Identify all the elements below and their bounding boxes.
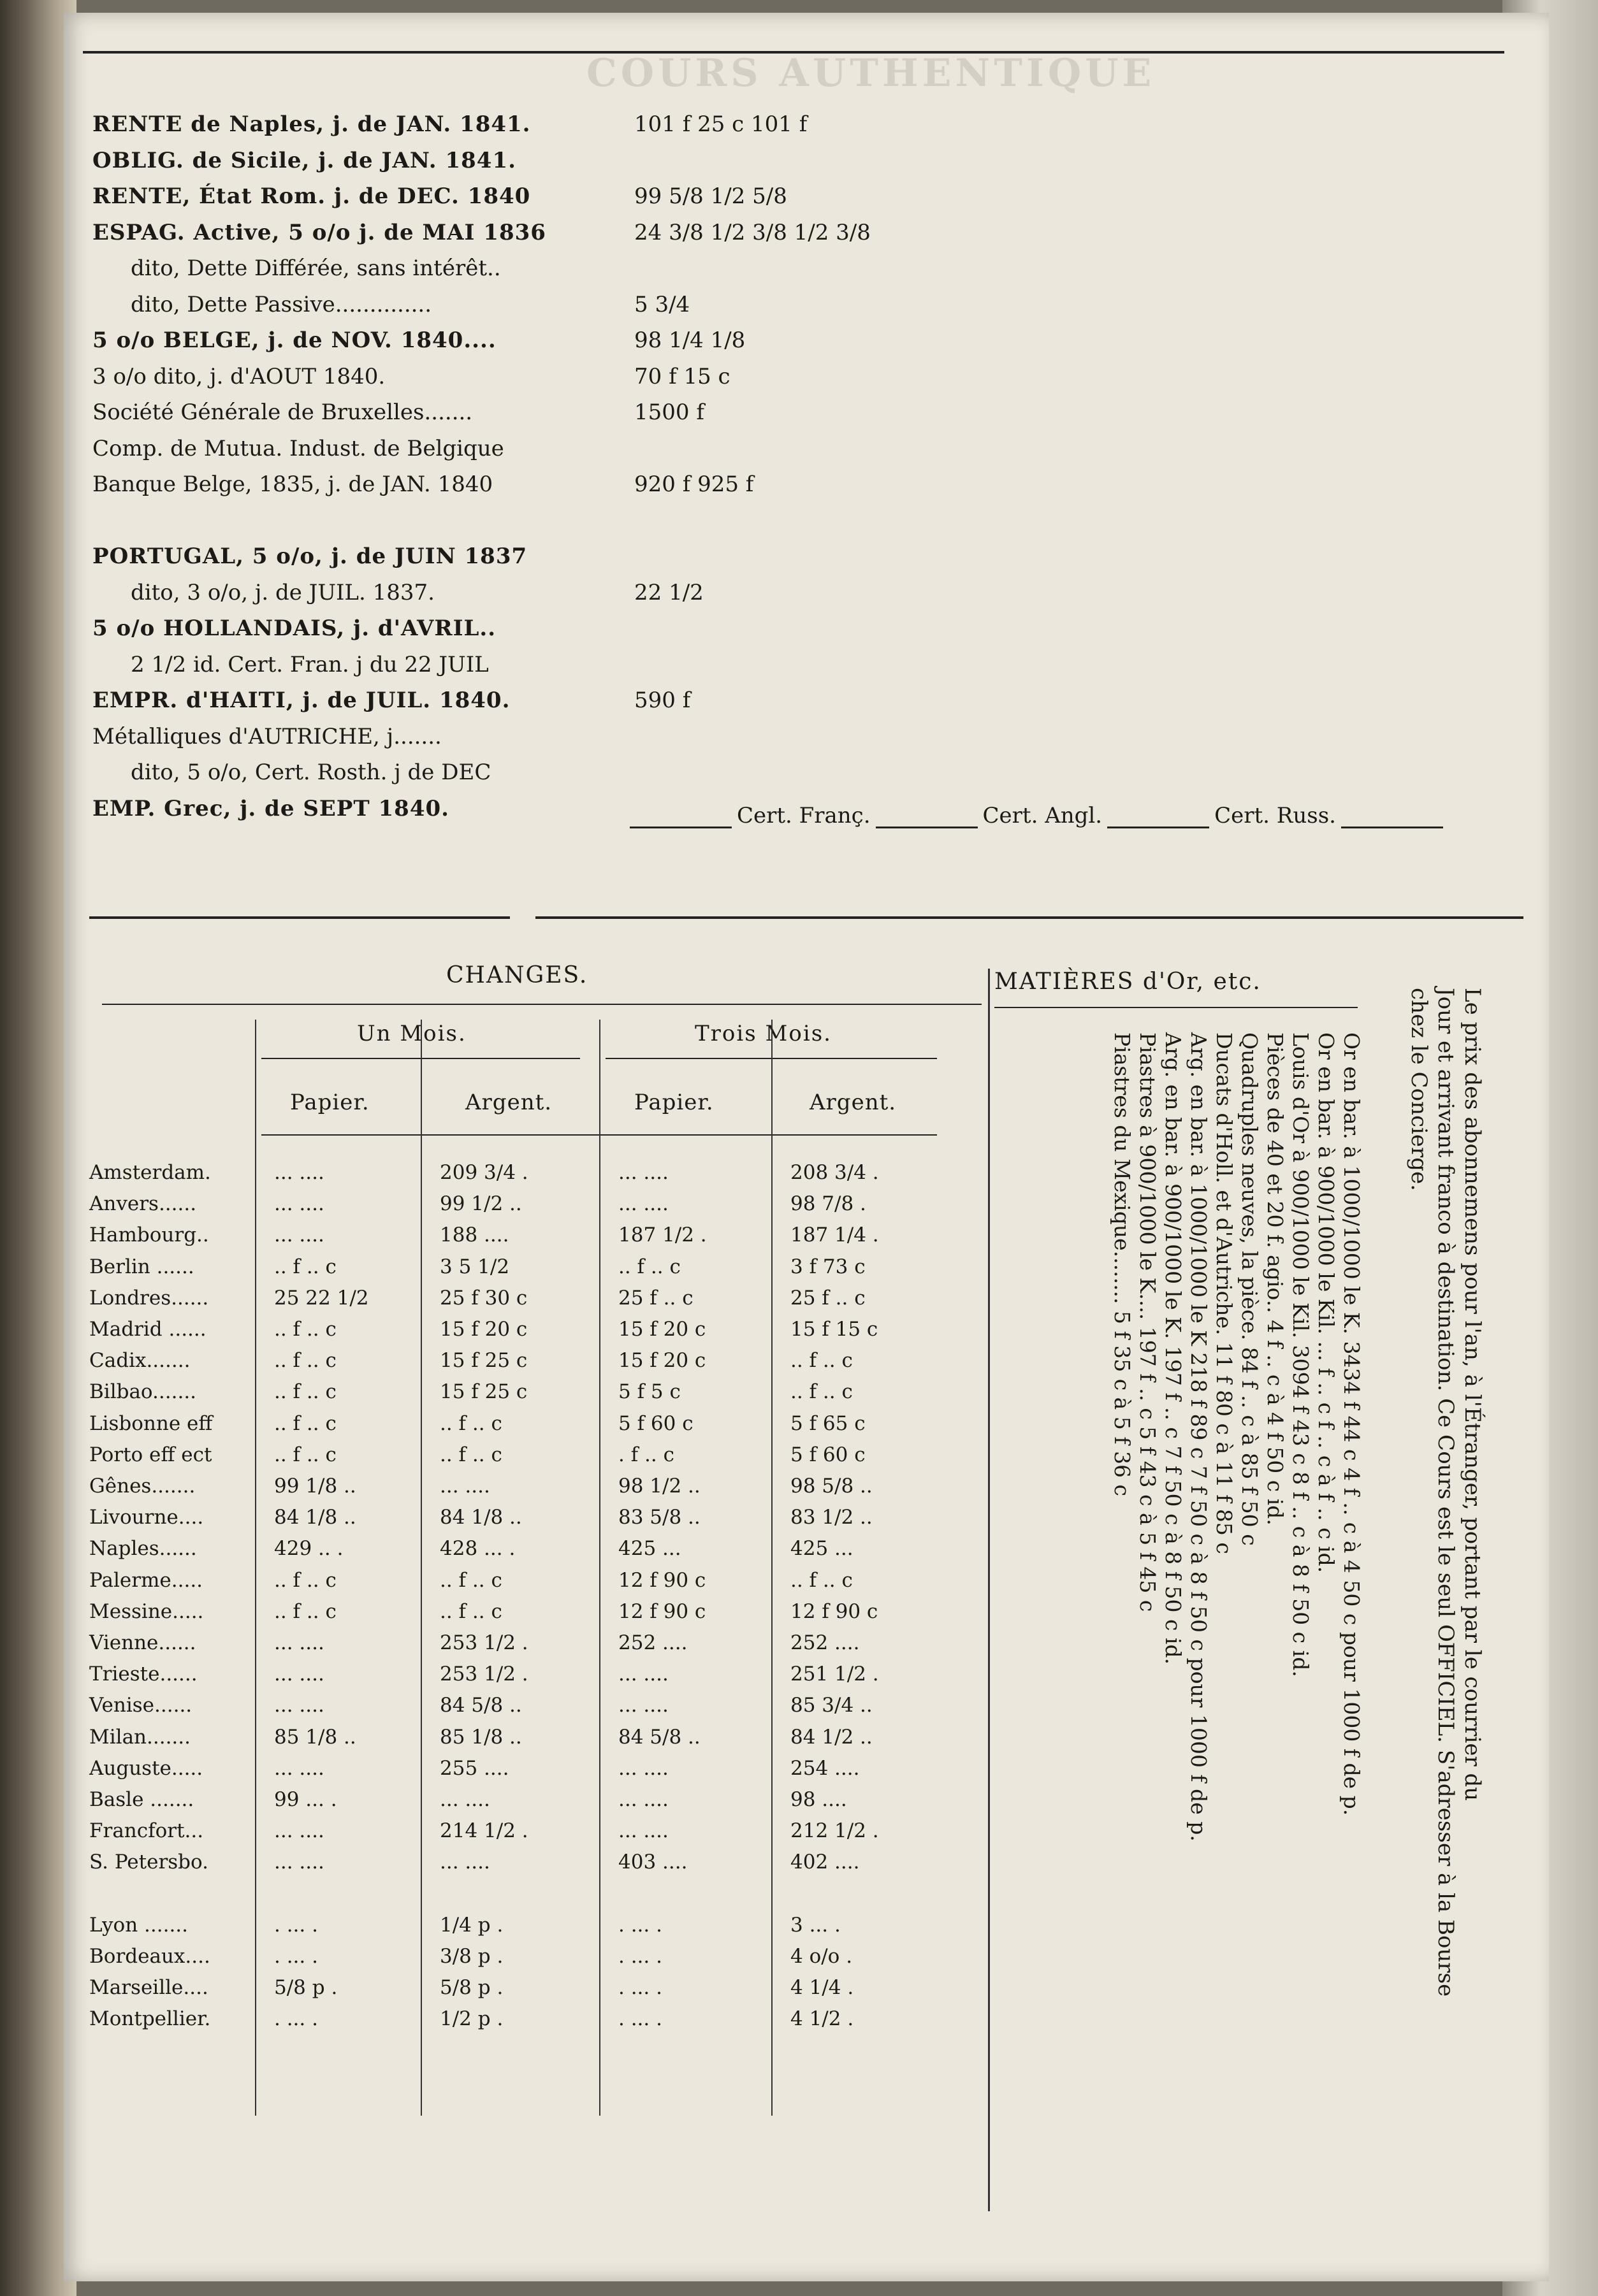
papier-trois-mois: 187 1/2 .: [618, 1224, 707, 1247]
argent-trois-mois: 402 ....: [790, 1851, 860, 1874]
papier-trois-mois: 25 f .. c: [618, 1286, 694, 1310]
city-name: Bordeaux....: [89, 1945, 210, 1968]
papier-un-mois: ... ....: [274, 1161, 324, 1184]
argent-trois-mois: 5 f 65 c: [790, 1412, 866, 1435]
security-value: 1500 f: [634, 400, 704, 425]
argent-un-mois: 188 ....: [440, 1224, 509, 1247]
argent-trois-mois: 4 1/4 .: [790, 1976, 854, 2000]
cert-blank: [1341, 810, 1443, 828]
matieres-line: Quadruples neuves, la pièce. 84 f .. c à 85 f 50 c: [1237, 1032, 1262, 1546]
security-row: [92, 760, 1367, 788]
city-name: Milan.......: [89, 1725, 191, 1749]
argent-trois-mois: 25 f .. c: [790, 1286, 866, 1310]
argent-un-mois: .. f .. c: [440, 1412, 502, 1435]
papier-un-mois: 429 .. .: [274, 1537, 344, 1561]
city-name: Trieste......: [89, 1663, 198, 1686]
argent-un-mois: .. f .. c: [440, 1568, 502, 1592]
exchange-row: [89, 1379, 969, 1407]
city-name: Auguste.....: [89, 1756, 203, 1780]
city-name: Bilbao.......: [89, 1380, 197, 1404]
city-name: Lisbonne eff: [89, 1412, 213, 1435]
papier-un-mois: 85 1/8 ..: [274, 1725, 356, 1749]
matieres-line: Louis d'Or à 900/1000 le Kil. 3094 f 43 c 8 f .. c à 8 f 50 c id.: [1288, 1032, 1313, 1677]
papier-trois-mois: . ... .: [618, 1976, 662, 2000]
papier-un-mois: ... ....: [274, 1224, 324, 1247]
argent-un-mois: 3 5 1/2: [440, 1255, 510, 1278]
city-name: Marseille....: [89, 1976, 208, 2000]
security-name: PORTUGAL, 5 o/o, j. de JUIN 1837: [92, 544, 528, 569]
cert-angl: Cert. Angl.: [982, 803, 1103, 828]
security-row: [92, 724, 1367, 752]
matieres-line: Or en bar. à 1000/1000 le K. 3434 f 44 c 4 f .. c à 4 50 c pour 1000 f de p.: [1339, 1032, 1364, 1816]
papier-un-mois: ... ....: [274, 1631, 324, 1654]
section-rule-left: [89, 916, 510, 919]
security-name: 5 o/o BELGE, j. de NOV. 1840....: [92, 328, 497, 353]
notice-line: Le prix des abonnemens pour l'an, à l'Étranger, portant par le courrier du: [1460, 988, 1485, 1801]
security-value: 920 f 925 f: [634, 472, 754, 497]
argent-trois-mois: 187 1/4 .: [790, 1224, 879, 1247]
city-name: Montpellier.: [89, 2007, 211, 2031]
argent-un-mois: 1/2 p .: [440, 2007, 504, 2031]
exchange-row: [89, 1881, 969, 1909]
argent-un-mois: 3/8 p .: [440, 1945, 504, 1968]
argent-trois-mois: 4 o/o .: [790, 1945, 853, 1968]
changes-head-rule: [102, 1004, 982, 1005]
papier-un-mois: . ... .: [274, 1945, 318, 1968]
argent-trois-mois: 251 1/2 .: [790, 1663, 879, 1686]
argent-un-mois: 85 1/8 ..: [440, 1725, 522, 1749]
matieres-line: Or en bar. à 900/1000 le Kil. ... f .. c f .. c à f .. c id.: [1314, 1032, 1339, 1573]
papier-un-mois: 99 1/8 ..: [274, 1475, 356, 1498]
city-name: Anvers......: [89, 1192, 197, 1216]
cert-blank: [876, 810, 978, 828]
notice-line: chez le Concierge.: [1406, 988, 1432, 1191]
papier-un-mois: ... ....: [274, 1663, 324, 1686]
header-papier-3: Papier.: [634, 1090, 714, 1115]
papier-trois-mois: 15 f 20 c: [618, 1318, 706, 1341]
security-name: Métalliques d'AUTRICHE, j.......: [92, 723, 442, 749]
exchange-row: [89, 1505, 969, 1533]
exchange-row: [89, 1411, 969, 1439]
papier-un-mois: . ... .: [274, 2007, 318, 2031]
matieres-line: Piastres du Mexique........ 5 f 35 c à 5 f 36 c: [1110, 1032, 1135, 1496]
argent-trois-mois: 252 ....: [790, 1631, 860, 1654]
exchange-row: [89, 1285, 969, 1313]
papier-un-mois: 5/8 p .: [274, 1976, 338, 2000]
security-name: dito, Dette Différée, sans intérêt..: [131, 256, 501, 281]
city-name: Venise......: [89, 1694, 192, 1717]
argent-trois-mois: 98 ....: [790, 1788, 847, 1811]
city-name: Amsterdam.: [89, 1161, 211, 1184]
papier-trois-mois: . ... .: [618, 2007, 662, 2031]
argent-trois-mois: 15 f 15 c: [790, 1318, 878, 1341]
security-name: Société Générale de Bruxelles.......: [92, 400, 473, 425]
security-row: [92, 688, 1367, 716]
papier-trois-mois: 252 ....: [618, 1631, 688, 1654]
security-row: [92, 292, 1367, 320]
security-row: [92, 652, 1367, 680]
argent-un-mois: 428 ... .: [440, 1537, 516, 1561]
exchange-row: [89, 1630, 969, 1658]
security-name: dito, Dette Passive..............: [131, 291, 432, 317]
papier-trois-mois: ... ....: [618, 1192, 669, 1216]
exchange-row: [89, 1818, 969, 1846]
security-value: 22 1/2: [634, 579, 704, 605]
exchange-row: [89, 1599, 969, 1627]
exchange-row: [89, 1944, 969, 1972]
argent-un-mois: .. f .. c: [440, 1443, 502, 1466]
argent-un-mois: 253 1/2 .: [440, 1631, 528, 1654]
exchange-row: [89, 1473, 969, 1501]
papier-trois-mois: 15 f 20 c: [618, 1349, 706, 1373]
security-row: [92, 616, 1367, 644]
header-un-mois: Un Mois.: [357, 1021, 467, 1046]
papier-trois-mois: . f .. c: [618, 1443, 674, 1466]
security-row: [92, 508, 1367, 536]
matieres-line: Arg. en bar. à 1000/1000 le K 218 f 89 c 7 f 50 c à 8 f 50 c pour 1000 f de p.: [1186, 1032, 1211, 1842]
papier-trois-mois: . ... .: [618, 1913, 662, 1937]
argent-trois-mois: 3 ... .: [790, 1913, 841, 1937]
city-name: Porto eff ect: [89, 1443, 212, 1466]
security-name: ESPAG. Active, 5 o/o j. de MAI 1836: [92, 219, 546, 245]
papier-trois-mois: ... ....: [618, 1663, 669, 1686]
exchange-row: [89, 1348, 969, 1376]
security-row: [92, 436, 1367, 464]
argent-un-mois: 15 f 20 c: [440, 1318, 528, 1341]
exchange-row: [89, 1317, 969, 1345]
city-name: Basle .......: [89, 1788, 194, 1811]
security-value: 590 f: [634, 688, 691, 713]
security-name: Banque Belge, 1835, j. de JAN. 1840: [92, 472, 493, 497]
matieres-rule: [994, 1007, 1358, 1008]
papier-un-mois: ... ....: [274, 1192, 324, 1216]
papier-un-mois: 84 1/8 ..: [274, 1506, 356, 1529]
exchange-row: [89, 1160, 969, 1188]
argent-un-mois: 214 1/2 .: [440, 1819, 528, 1843]
papier-trois-mois: 425 ...: [618, 1537, 681, 1561]
papier-trois-mois: ... ....: [618, 1788, 669, 1811]
security-name: RENTE de Naples, j. de JAN. 1841.: [92, 112, 531, 137]
papier-trois-mois: . ... .: [618, 1945, 662, 1968]
security-value: 70 f 15 c: [634, 363, 730, 389]
security-name: EMP. Grec, j. de SEPT 1840.: [92, 795, 449, 821]
matieres-divider: [988, 969, 990, 2211]
argent-trois-mois: 4 1/2 .: [790, 2007, 854, 2031]
security-row: [92, 220, 1367, 248]
security-row: [92, 184, 1367, 212]
cert-blank: [1107, 810, 1209, 828]
header-argent-3: Argent.: [810, 1090, 897, 1115]
exchange-row: [89, 1442, 969, 1470]
security-value: 98 1/4 1/8: [634, 328, 746, 353]
papier-trois-mois: 5 f 5 c: [618, 1380, 681, 1404]
security-name: RENTE, État Rom. j. de DEC. 1840: [92, 184, 531, 209]
papier-un-mois: 99 ... .: [274, 1788, 337, 1811]
papier-un-mois: ... ....: [274, 1756, 324, 1780]
city-name: Berlin ......: [89, 1255, 194, 1278]
argent-trois-mois: 208 3/4 .: [790, 1161, 879, 1184]
bleed-through-heading: COURS AUTHENTIQUE: [586, 51, 1156, 96]
argent-un-mois: 1/4 p .: [440, 1913, 504, 1937]
notice-line: Jour et arrivant franco à destination. Ce Cours est le seul OFFICIEL. S'adresser à la Bourse: [1433, 988, 1458, 1997]
matieres-line: Ducats d'Holl. et d'Autriche. 11 f 80 c à 11 f 85 c: [1212, 1032, 1237, 1554]
exchange-row: [89, 1975, 969, 2003]
argent-un-mois: ... ....: [440, 1788, 490, 1811]
security-name: 3 o/o dito, j. d'AOUT 1840.: [92, 363, 386, 389]
papier-un-mois: ... ....: [274, 1851, 324, 1874]
papier-trois-mois: ... ....: [618, 1161, 669, 1184]
top-rule: [83, 51, 1504, 54]
argent-un-mois: 255 ....: [440, 1756, 509, 1780]
security-row: [92, 544, 1367, 572]
papier-trois-mois: 12 f 90 c: [618, 1599, 706, 1623]
security-name: 5 o/o HOLLANDAIS, j. d'AVRIL..: [92, 616, 497, 641]
matieres-title: MATIÈRES d'Or, etc.: [994, 969, 1261, 995]
city-name: Gênes.......: [89, 1475, 196, 1498]
security-row: [92, 112, 1367, 140]
argent-trois-mois: 212 1/2 .: [790, 1819, 879, 1843]
exchange-row: [89, 1756, 969, 1784]
argent-trois-mois: 425 ...: [790, 1537, 853, 1561]
exchange-row: [89, 2006, 969, 2034]
papier-un-mois: 25 22 1/2: [274, 1286, 369, 1310]
papier-un-mois: .. f .. c: [274, 1412, 337, 1435]
cert-russ: Cert. Russ.: [1214, 803, 1336, 828]
argent-trois-mois: 98 5/8 ..: [790, 1475, 873, 1498]
papier-trois-mois: ... ....: [618, 1694, 669, 1717]
security-row: [92, 148, 1367, 176]
argent-un-mois: ... ....: [440, 1475, 490, 1498]
exchange-row: [89, 1849, 969, 1877]
header-argent-1: Argent.: [465, 1090, 553, 1115]
argent-trois-mois: .. f .. c: [790, 1380, 853, 1404]
papier-trois-mois: 403 ....: [618, 1851, 688, 1874]
exchange-row: [89, 1191, 969, 1219]
security-row: [92, 472, 1367, 500]
exchange-row: [89, 1661, 969, 1689]
city-name: Madrid ......: [89, 1318, 207, 1341]
argent-un-mois: 5/8 p .: [440, 1976, 504, 2000]
papier-un-mois: .. f .. c: [274, 1349, 337, 1373]
city-name: Messine.....: [89, 1599, 204, 1623]
argent-trois-mois: 12 f 90 c: [790, 1599, 878, 1623]
city-name: Lyon .......: [89, 1913, 189, 1937]
exchange-row: [89, 1536, 969, 1564]
argent-un-mois: 209 3/4 .: [440, 1161, 528, 1184]
city-name: Vienne......: [89, 1631, 196, 1654]
argent-trois-mois: .. f .. c: [790, 1349, 853, 1373]
papier-un-mois: ... ....: [274, 1694, 324, 1717]
argent-un-mois: 84 5/8 ..: [440, 1694, 522, 1717]
city-name: Naples......: [89, 1537, 197, 1561]
papier-un-mois: .. f .. c: [274, 1443, 337, 1466]
security-row: [92, 328, 1367, 356]
city-name: S. Petersbo.: [89, 1851, 208, 1874]
cert-blank: [630, 810, 732, 828]
city-name: Hambourg..: [89, 1224, 209, 1247]
security-row: [92, 364, 1367, 392]
cert-franc: Cert. Franç.: [737, 803, 871, 828]
papier-trois-mois: ... ....: [618, 1756, 669, 1780]
papier-trois-mois: 98 1/2 ..: [618, 1475, 701, 1498]
exchange-row: [89, 1724, 969, 1752]
papier-trois-mois: 83 5/8 ..: [618, 1506, 701, 1529]
papier-trois-mois: ... ....: [618, 1819, 669, 1843]
argent-trois-mois: 5 f 60 c: [790, 1443, 866, 1466]
security-name: Comp. de Mutua. Indust. de Belgique: [92, 435, 504, 461]
security-name: dito, 5 o/o, Cert. Rosth. j de DEC: [131, 760, 491, 785]
argent-trois-mois: 85 3/4 ..: [790, 1694, 873, 1717]
papier-trois-mois: 5 f 60 c: [618, 1412, 694, 1435]
papier-un-mois: .. f .. c: [274, 1255, 337, 1278]
security-row: [92, 580, 1367, 608]
argent-trois-mois: 84 1/2 ..: [790, 1725, 873, 1749]
security-value: 24 3/8 1/2 3/8 1/2 3/8: [634, 219, 871, 245]
city-name: Londres......: [89, 1286, 209, 1310]
argent-trois-mois: 3 f 73 c: [790, 1255, 866, 1278]
papier-trois-mois: 12 f 90 c: [618, 1568, 706, 1592]
security-value: 5 3/4: [634, 291, 690, 317]
papier-trois-mois: 84 5/8 ..: [618, 1725, 701, 1749]
matieres-line: Arg. en bar. à 900/1000 le K. 197 f .. c 7 f 50 c à 8 f 50 c id.: [1161, 1032, 1186, 1665]
city-name: Francfort...: [89, 1819, 204, 1843]
security-name: EMPR. d'HAITI, j. de JUIL. 1840.: [92, 688, 511, 713]
matieres-line: Pièces de 40 et 20 f. agio.. 4 f .. c à 4 f 50 c id.: [1263, 1032, 1288, 1526]
header-trois-mois: Trois Mois.: [695, 1021, 832, 1046]
security-name: 2 1/2 id. Cert. Fran. j du 22 JUIL: [131, 651, 489, 677]
argent-trois-mois: .. f .. c: [790, 1568, 853, 1592]
exchange-row: [89, 1254, 969, 1282]
security-name: dito, 3 o/o, j. de JUIL. 1837.: [131, 579, 435, 605]
ledger-page: [64, 13, 1549, 2281]
argent-un-mois: 15 f 25 c: [440, 1380, 528, 1404]
argent-trois-mois: 254 ....: [790, 1756, 860, 1780]
cert-row: [625, 803, 1448, 828]
exchange-row: [89, 1912, 969, 1940]
argent-un-mois: 253 1/2 .: [440, 1663, 528, 1686]
security-name: OBLIG. de Sicile, j. de JAN. 1841.: [92, 147, 516, 173]
argent-un-mois: 99 1/2 ..: [440, 1192, 522, 1216]
papier-un-mois: .. f .. c: [274, 1568, 337, 1592]
matieres-line: Piastres à 900/1000 le K.... 197 f .. c 5 f 43 c à 5 f 45 c: [1135, 1032, 1160, 1612]
argent-un-mois: ... ....: [440, 1851, 490, 1874]
city-name: Palerme.....: [89, 1568, 203, 1592]
section-rule-right: [535, 916, 1523, 919]
exchange-row: [89, 1787, 969, 1815]
argent-un-mois: 84 1/8 ..: [440, 1506, 522, 1529]
security-row: [92, 400, 1367, 428]
argent-un-mois: 15 f 25 c: [440, 1349, 528, 1373]
papier-un-mois: .. f .. c: [274, 1318, 337, 1341]
security-value: 101 f 25 c 101 f: [634, 112, 808, 137]
argent-un-mois: .. f .. c: [440, 1599, 502, 1623]
papier-un-mois: ... ....: [274, 1819, 324, 1843]
security-value: 99 5/8 1/2 5/8: [634, 184, 787, 209]
header-papier-1: Papier.: [290, 1090, 370, 1115]
city-name: Cadix.......: [89, 1349, 191, 1373]
security-row: [92, 256, 1367, 284]
papier-trois-mois: .. f .. c: [618, 1255, 681, 1278]
argent-un-mois: 25 f 30 c: [440, 1286, 528, 1310]
argent-trois-mois: 98 7/8 .: [790, 1192, 866, 1216]
papier-un-mois: . ... .: [274, 1913, 318, 1937]
papier-un-mois: .. f .. c: [274, 1380, 337, 1404]
papier-un-mois: .. f .. c: [274, 1599, 337, 1623]
exchange-row: [89, 1693, 969, 1721]
changes-title: CHANGES.: [446, 962, 588, 988]
exchange-row: [89, 1568, 969, 1596]
argent-trois-mois: 83 1/2 ..: [790, 1506, 873, 1529]
exchange-row: [89, 1222, 969, 1250]
city-name: Livourne....: [89, 1506, 204, 1529]
